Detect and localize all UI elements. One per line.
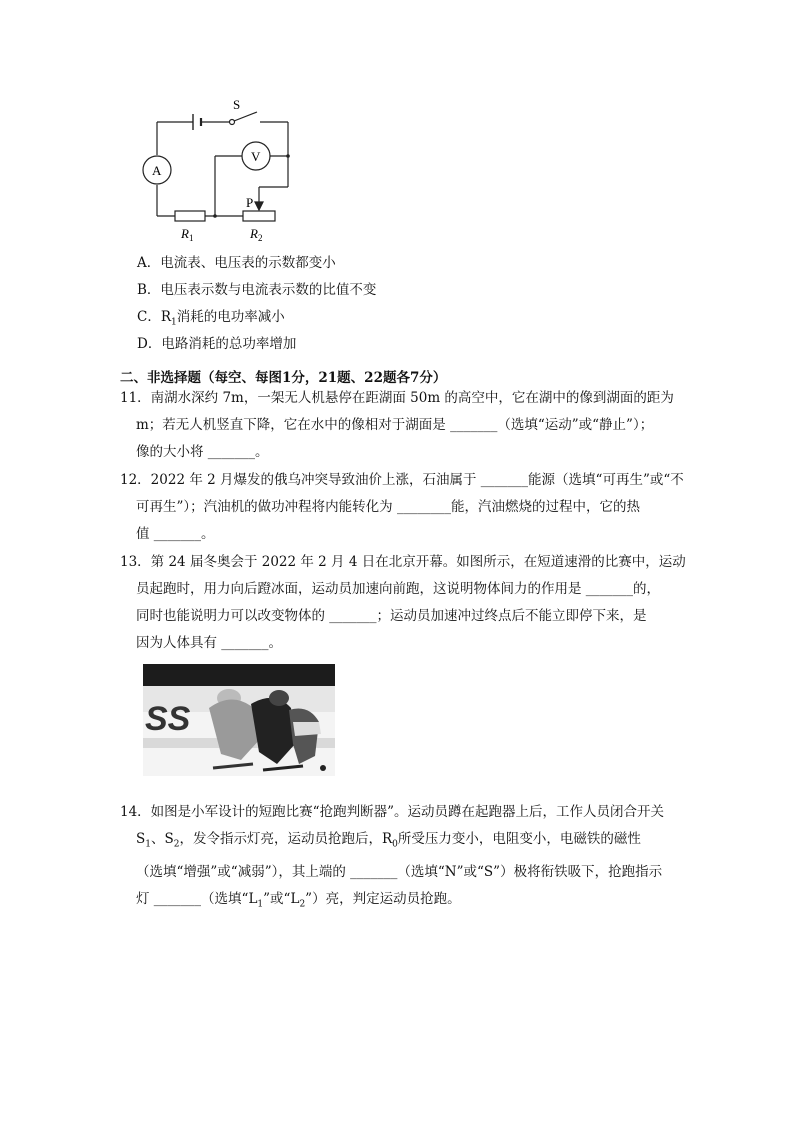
svg-text:R1 — [180, 226, 193, 243]
option-a: A．电流表、电压表的示数都变小 — [137, 255, 336, 271]
option-c-sub: 1 — [171, 317, 177, 328]
question-12 — [120, 467, 684, 548]
svg-text:R2 — [249, 226, 262, 243]
q13-line2: 员起跑时，用力向后蹬冰面，运动员加速向前跑，这说明物体间力的作用是 _______的， — [136, 581, 661, 597]
switch-label: S — [233, 97, 241, 112]
ammeter-label: A — [152, 163, 162, 178]
q11-line3: 像的大小将 _______。 — [136, 444, 269, 460]
r2-sub: 2 — [257, 233, 263, 243]
section-title: 二、非选择题（每空、每图1分，21题、22题各7分） — [120, 370, 447, 386]
q13-line3: 同时也能说明力可以改变物体的 _______；运动员加速冲过终点后不能立即停下来，是 — [136, 608, 647, 624]
q13-line4: 因为人体具有 _______。 — [136, 635, 283, 651]
r1-sub: 1 — [188, 233, 194, 243]
speed-skating-photo — [143, 664, 335, 776]
circuit-diagram — [125, 92, 315, 247]
r2-label: R — [250, 226, 258, 241]
q12-line3: 值 _______。 — [136, 526, 215, 542]
q11-line1: 11．南湖水深约 7m，一架无人机悬停在距湖面 50m 的高空中，它在湖中的像到湖面的距为 — [120, 390, 674, 406]
q14-line1: 14．如图是小军设计的短跑比赛“抢跑判断器”。运动员蹲在起跑器上后，工作人员闭合开关 — [120, 804, 664, 820]
q12-line1: 12．2022 年 2 月爆发的俄乌冲突导致油价上涨，石油属于 _______能源（选填“可再生”或“不 — [120, 472, 684, 488]
q14-line4: 灯 _______（选填“$L_1$”或“$L_2$”）亮，判定运动员抢跑。 — [136, 890, 461, 910]
q14-line3: （选填“增强”或“减弱”），其上端的 _______（选填“N”或“S”）极将衔铁吸下，抢跑指示 — [136, 863, 663, 880]
voltmeter-label: V — [251, 149, 261, 164]
option-c — [137, 308, 285, 332]
option-c-text: 消耗的电功率减小 — [176, 309, 285, 325]
option-d: D．电路消耗的总功率增加 — [137, 336, 297, 352]
question-13 — [120, 549, 686, 657]
question-14 — [120, 799, 680, 918]
q11-line2: m；若无人机竖直下降，它在水中的像相对于湖面是 _______（选填“运动”或“静止”）； — [136, 417, 654, 433]
option-c-prefix: C．R — [137, 309, 171, 325]
slider-label: P — [246, 195, 254, 210]
svg-text:SS: SS — [145, 700, 191, 738]
q12-line2: 可再生”）；汽油机的做功冲程将内能转化为 ________能，汽油燃烧的过程中，它的热 — [136, 499, 640, 515]
question-11 — [120, 385, 680, 466]
option-b: B．电压表示数与电流表示数的比值不变 — [137, 282, 377, 298]
q13-line1: 13．第 24 届冬奥会于 2022 年 2 月 4 日在北京开幕。如图所示，在短道速滑的比赛中，运动 — [120, 554, 686, 570]
q14-line2: $S_1$、$S_2$，发令指示灯亮，运动员抢跑后，$R_0$所受压力变小，电阻变小，电磁铁的磁性 — [136, 831, 641, 850]
r1-label: R — [181, 226, 189, 241]
